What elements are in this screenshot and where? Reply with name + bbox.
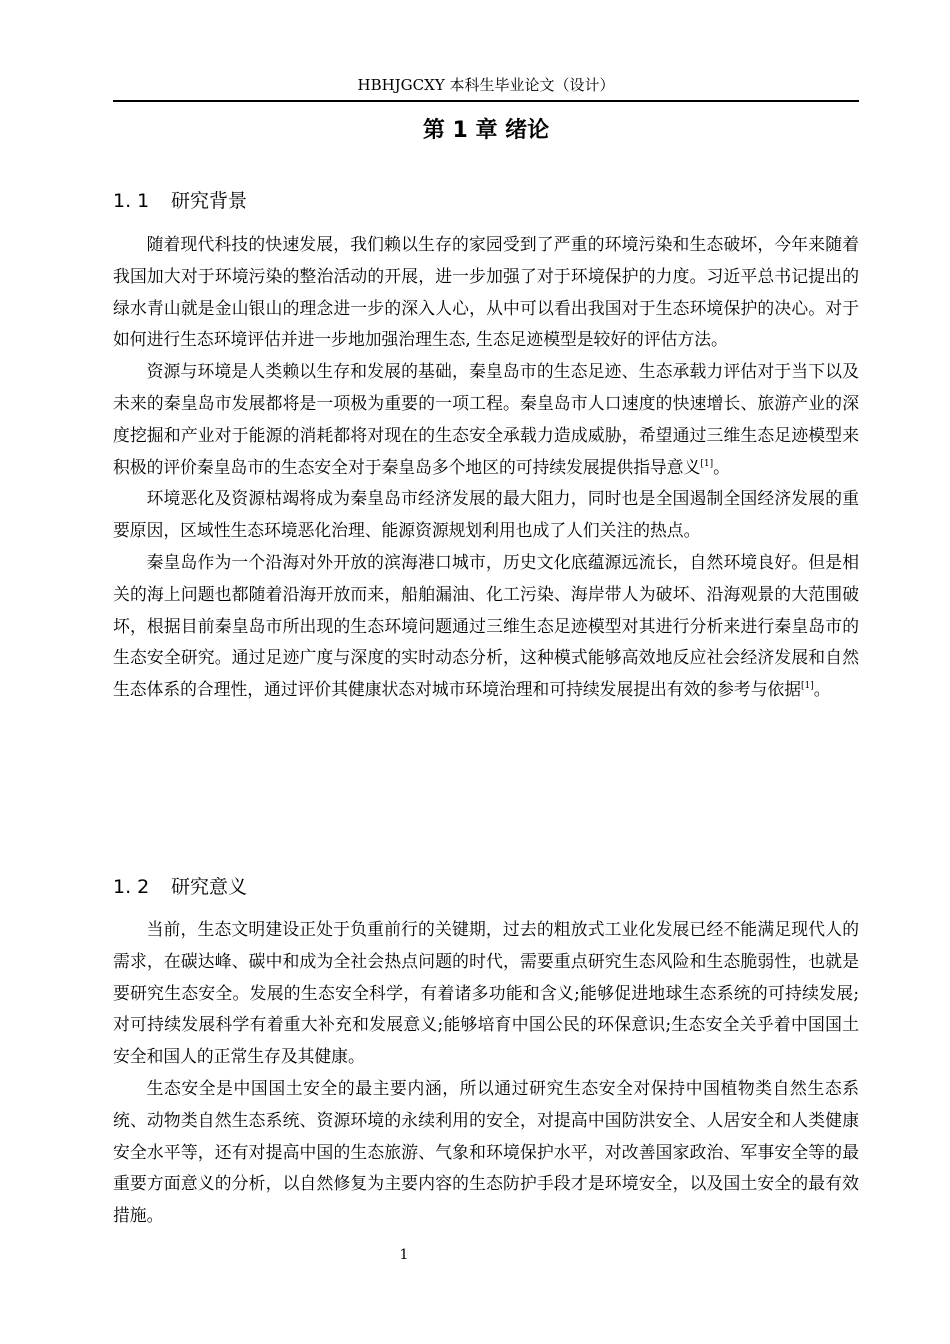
section-heading-1-2 <box>113 872 859 902</box>
paragraph <box>113 483 859 547</box>
chapter-title: 第 1 章 绪论 <box>422 118 550 143</box>
paragraph <box>113 1073 859 1232</box>
paragraph <box>113 547 859 706</box>
section-body-1-1 <box>113 229 859 706</box>
paragraph <box>113 229 859 356</box>
section-title: 研究背景 <box>171 190 248 212</box>
running-header: HBHJGCXY 本科生毕业论文（设计） <box>357 76 615 94</box>
paragraph-text: 环境恶化及资源枯竭将成为秦皇岛市经济发展的最大阻力，同时也是全国遏制全国经济发展的重要原因，区域性生态环境恶化治理、能源资源规划利用也成了人们关注的热点。 <box>113 488 859 541</box>
paragraph <box>113 914 859 1073</box>
section-body-1-2 <box>113 914 859 1232</box>
header-rule <box>113 100 859 102</box>
page-number: 1 <box>399 1247 409 1263</box>
citation-marker: [1] <box>801 681 814 692</box>
paragraph-text: 随着现代科技的快速发展，我们赖以生存的家园受到了严重的环境污染和生态破坏，今年来随着我国加大对于环境污染的整治活动的开展，进一步加强了对于环境保护的力度。习近平总书记提出的绿水青山就是金山银山的理念进一步的深入人心，从中可以看出我国对于生态环境保护的决心。对于如何进行生态环境评估并进一步地加强治理生态, 生态足迹模型是较好的评估方法。 <box>113 234 859 350</box>
section-heading-1-1 <box>113 186 859 216</box>
paragraph-text: 秦皇岛作为一个沿海对外开放的滨海港口城市，历史文化底蕴源远流长，自然环境良好。但是相关的海上问题也都随着沿海开放而来，船舶漏油、化工污染、海岸带人为破坏、沿海观景的大范围破坏，根据目前秦皇岛市所出现的生态环境问题通过三维生态足迹模型对其进行分析来进行秦皇岛市的生态安全研究。通过足迹广度与深度的实时动态分析，这种模式能够高效地反应社会经济发展和自然生态体系的合理性，通过评价其健康状态对城市环境治理和可持续发展提出有效的参考与依据 <box>113 551 859 700</box>
paragraph-text: 当前，生态文明建设正处于负重前行的关键期，过去的粗放式工业化发展已经不能满足现代人的需求，在碳达峰、碳中和成为全社会热点问题的时代，需要重点研究生态风险和生态脆弱性，也就是要研究生态安全。发展的生态安全科学，有着诸多功能和含义;能够促进地球生态系统的可持续发展;对可持续发展科学有着重大补充和发展意义;能够培育中国公民的环保意识;生态安全关乎着中国国土安全和国人的正常生存及其健康。 <box>113 919 859 1067</box>
section-title: 研究意义 <box>171 876 248 898</box>
paragraph-text: 资源与环境是人类赖以生存和发展的基础，秦皇岛市的生态足迹、生态承载力评估对于当下以及未来的秦皇岛市发展都将是一项极为重要的一项工程。秦皇岛市人口速度的快速增长、旅游产业的深度挖掘和产业对于能源的消耗都将对现在的生态安全承载力造成威胁，希望通过三维生态足迹模型来积极的评价秦皇岛市的生态安全对于秦皇岛多个地区的可持续发展提供指导意义 <box>113 361 859 477</box>
paragraph-tail: 。 <box>713 456 730 477</box>
paragraph-tail: 。 <box>813 679 831 700</box>
paragraph <box>113 356 859 483</box>
citation-marker: [1] <box>700 458 714 469</box>
section-number: 1. 1 <box>113 190 150 212</box>
section-number: 1. 2 <box>113 876 150 898</box>
paragraph-text: 生态安全是中国国土安全的最主要内涵，所以通过研究生态安全对保持中国植物类自然生态系统、动物类自然生态系统、资源环境的永续利用的安全，对提高中国防洪安全、人居安全和人类健康安全水平等，还有对提高中国的生态旅游、气象和环境保护水平，对改善国家政治、军事安全等的最重要方面意义的分析，以自然修复为主要内容的生态防护手段才是环境安全，以及国土安全的最有效措施。 <box>113 1077 859 1226</box>
